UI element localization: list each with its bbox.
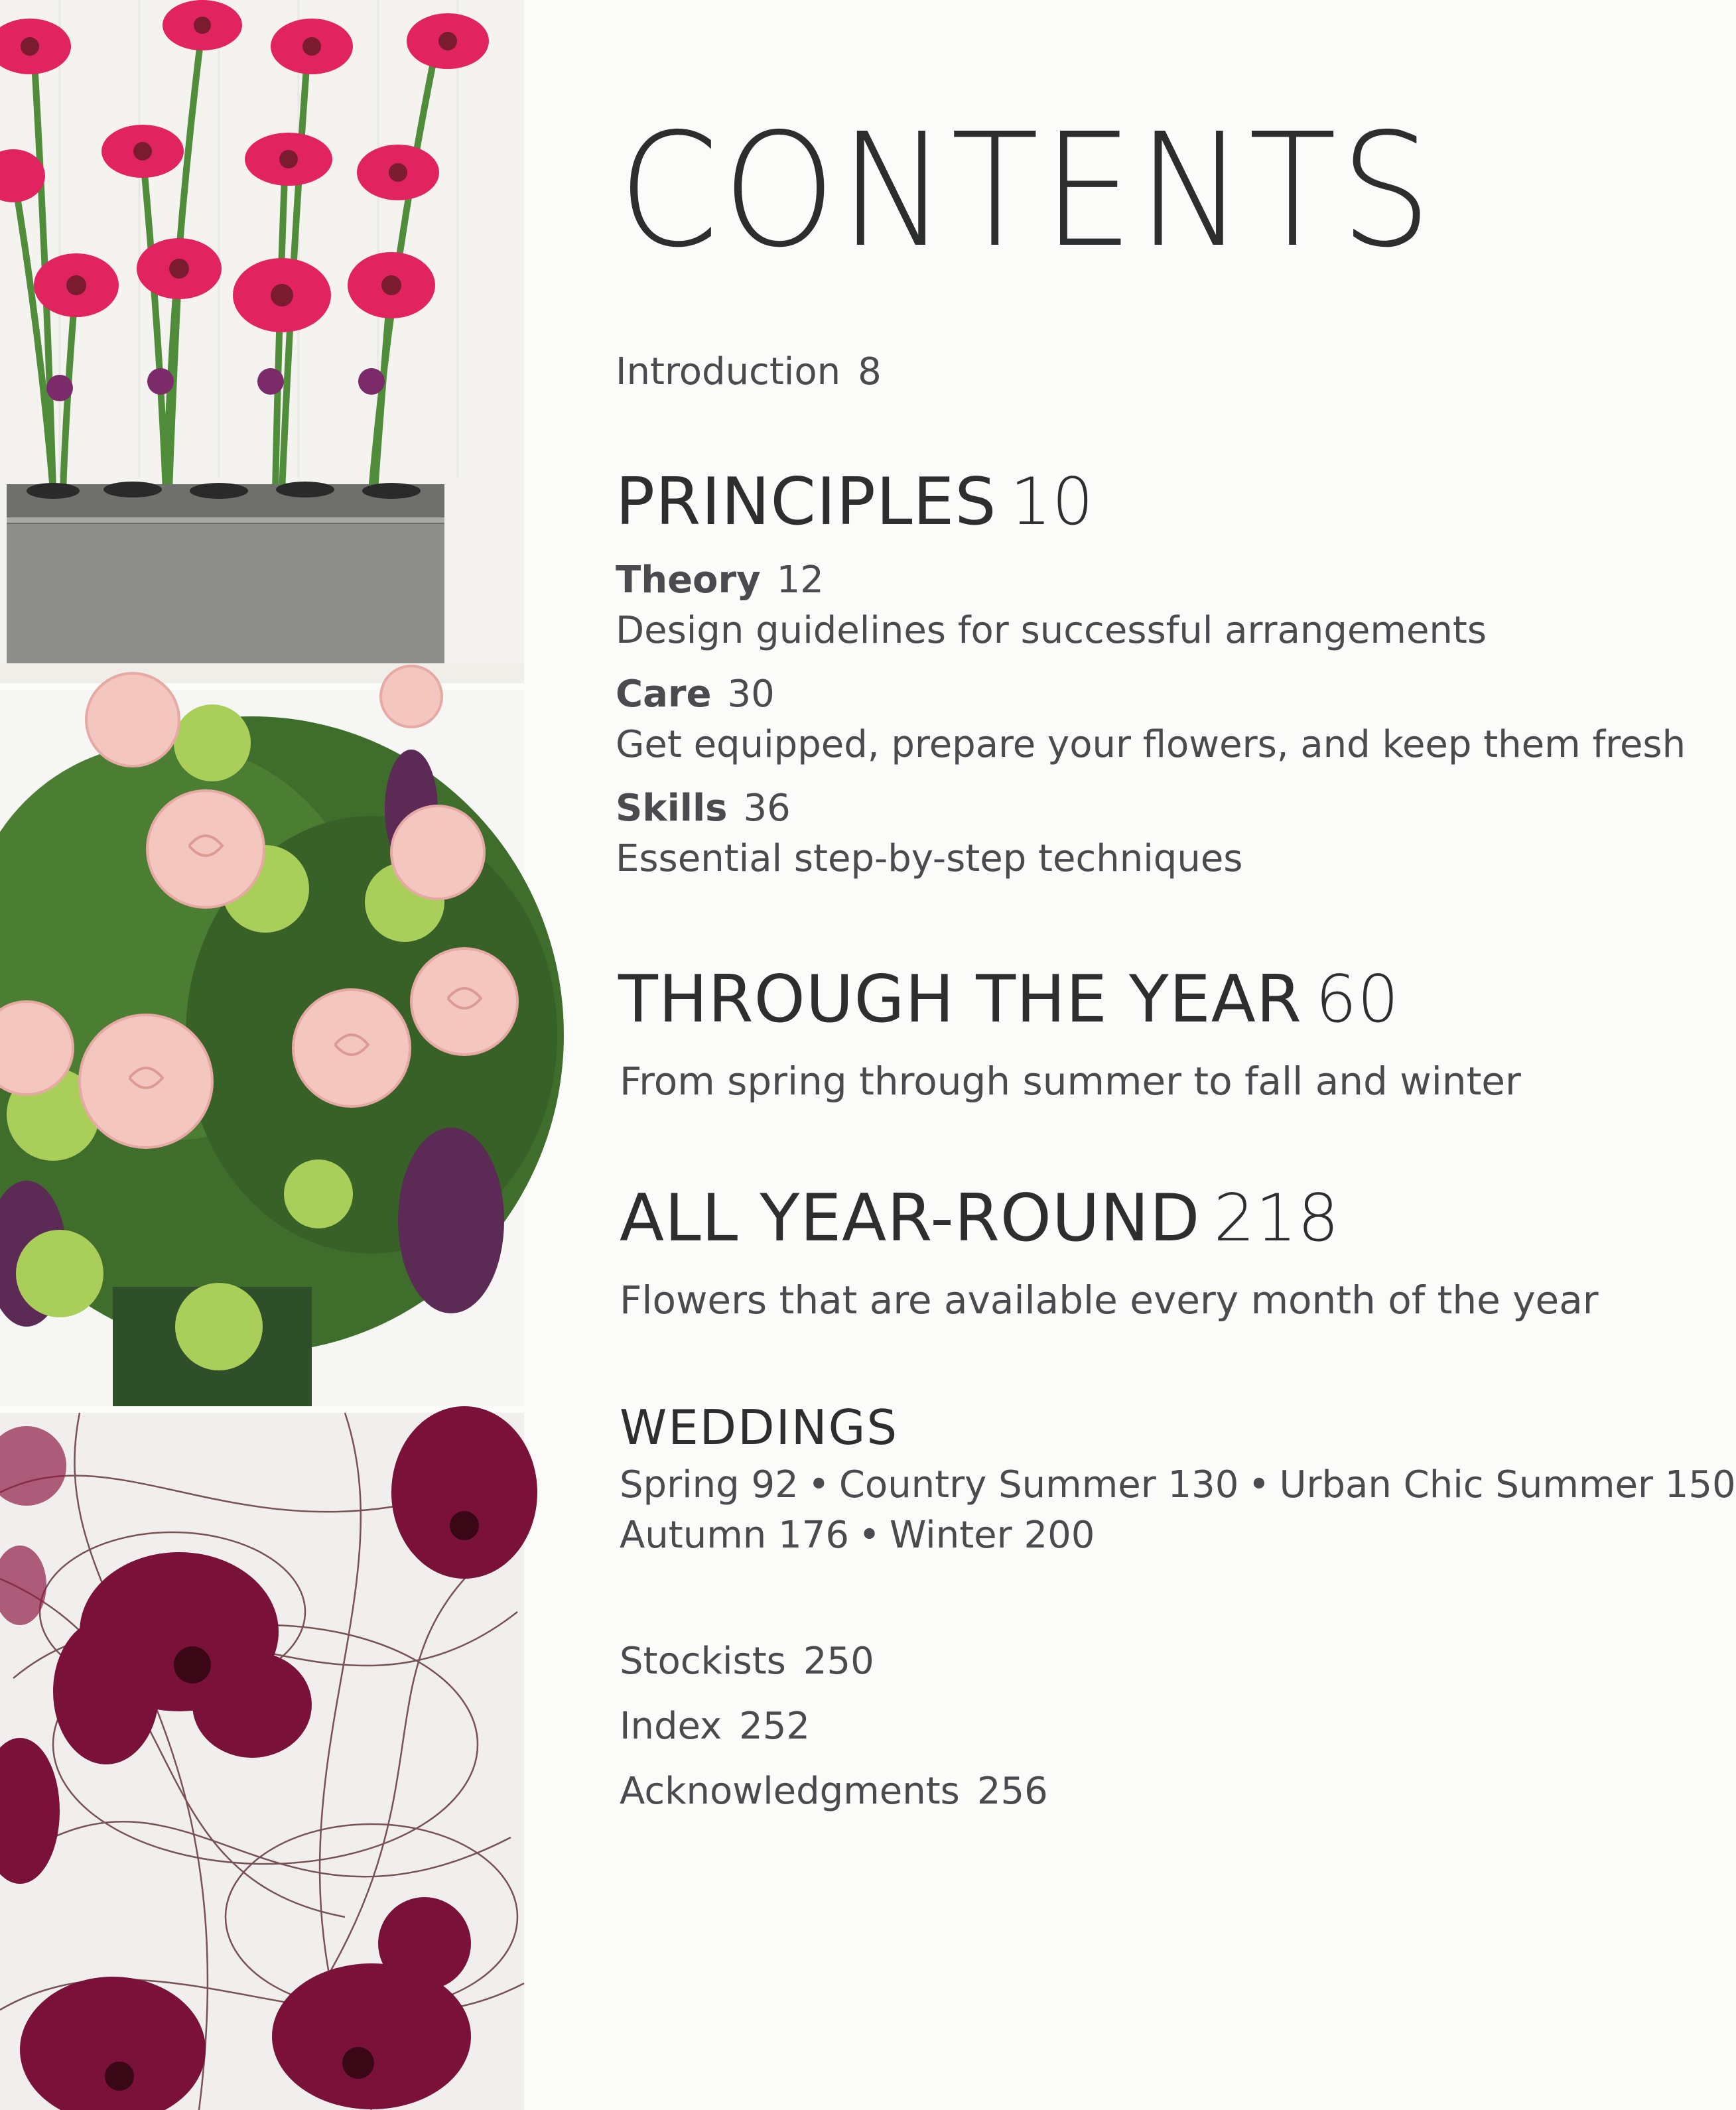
- entry-label: Winter: [890, 1514, 1012, 1557]
- part-title: THROUGH THE YEAR: [618, 962, 1302, 1037]
- toc-entry-acknowledgments: [620, 1770, 1048, 1813]
- entry-page: 176: [778, 1514, 849, 1557]
- part-heading-weddings: WEDDINGS: [620, 1400, 899, 1455]
- entry-page: 150: [1664, 1463, 1736, 1506]
- part-heading-through-the-year: [618, 962, 1400, 1037]
- entry-page: 36: [743, 787, 791, 830]
- toc-entry-care: [616, 673, 775, 716]
- entry-label: Introduction: [616, 350, 841, 393]
- entry-page: 130: [1168, 1463, 1239, 1506]
- entry-label: Spring: [620, 1463, 740, 1506]
- toc-entry-theory: [616, 559, 824, 602]
- entry-page: 200: [1024, 1514, 1095, 1557]
- entry-label: Urban Chic Summer: [1279, 1463, 1653, 1506]
- entry-description-theory: Design guidelines for successful arrangements: [616, 609, 1487, 652]
- entry-label: Theory: [616, 559, 761, 602]
- weddings-line-2: [620, 1514, 1095, 1557]
- entry-page: 8: [858, 350, 882, 393]
- part-page: 10: [1010, 464, 1095, 540]
- entry-label: Index: [620, 1705, 722, 1748]
- part-title: PRINCIPLES: [616, 464, 997, 540]
- part-description-all-year-round: Flowers that are available every month of the year: [620, 1278, 1599, 1323]
- entry-page: 92: [751, 1463, 799, 1506]
- entry-label: Autumn: [620, 1514, 767, 1557]
- toc-entry-skills: [616, 787, 791, 830]
- weddings-line-1: [620, 1463, 1736, 1506]
- entry-page: 252: [739, 1705, 811, 1748]
- entry-description-care: Get equipped, prepare your flowers, and keep them fresh: [616, 723, 1686, 766]
- toc-entry-index: [620, 1705, 810, 1748]
- toc-entry-introduction: [616, 350, 882, 393]
- part-page: 60: [1315, 962, 1400, 1037]
- bullet-separator: •: [807, 1463, 830, 1506]
- entry-description-skills: Essential step-by-step techniques: [616, 837, 1243, 880]
- entry-page: 256: [976, 1770, 1048, 1813]
- entry-page: 30: [727, 673, 775, 716]
- part-heading-all-year-round: [620, 1181, 1340, 1256]
- entry-label: Care: [616, 673, 712, 716]
- part-page: 218: [1213, 1181, 1340, 1256]
- entry-page: 12: [776, 559, 824, 602]
- entry-label: Skills: [616, 787, 728, 830]
- bullet-separator: •: [1248, 1463, 1270, 1506]
- entry-page: 250: [803, 1640, 874, 1683]
- page-title: CONTENTS: [618, 99, 1436, 282]
- entry-label: Country Summer: [838, 1463, 1156, 1506]
- toc-entry-stockists: [620, 1640, 874, 1683]
- part-description-through-the-year: From spring through summer to fall and winter: [620, 1059, 1521, 1104]
- bullet-separator: •: [858, 1514, 881, 1557]
- part-heading-principles: [616, 464, 1094, 540]
- entry-label: Stockists: [620, 1640, 786, 1683]
- entry-label: Acknowledgments: [620, 1770, 960, 1813]
- part-title: ALL YEAR-ROUND: [620, 1181, 1201, 1256]
